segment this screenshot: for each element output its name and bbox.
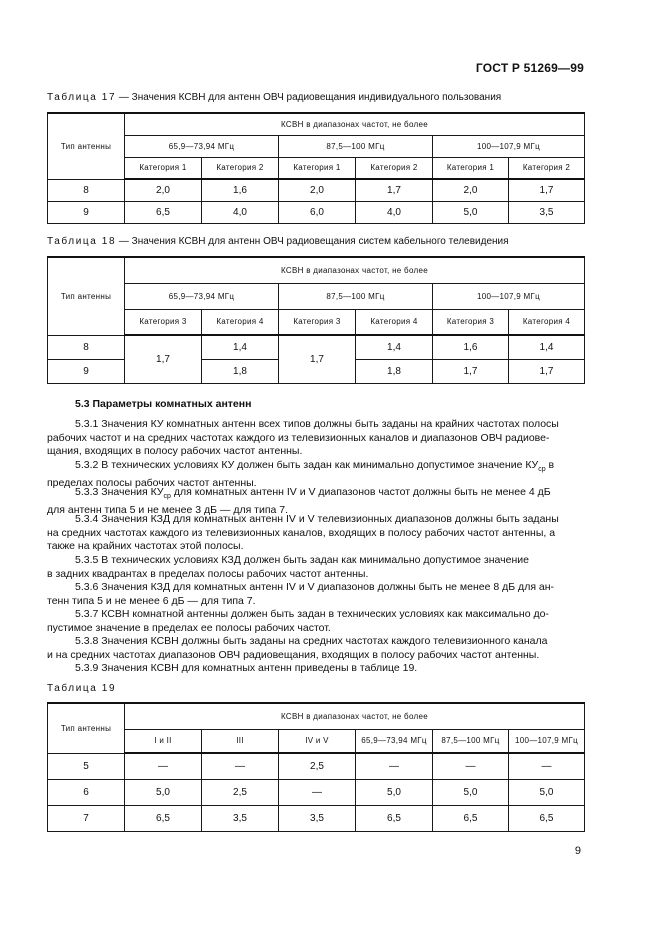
table17-band: 65,9—73,94 МГц	[125, 135, 279, 157]
table-cell: 6,0	[279, 201, 356, 223]
table19-label: Таблица 19	[47, 683, 117, 694]
text-line: 5.3.7 КСВН комнатной антенны должен быть задан в технических условиях как максимально до-	[75, 608, 549, 620]
table-cell: —	[279, 779, 356, 805]
table18-cat: Категория 3	[433, 309, 509, 335]
table19-type-cell: 6	[48, 779, 125, 805]
table-cell: —	[202, 753, 279, 779]
table19	[47, 702, 585, 832]
table-cell: 6,5	[125, 805, 202, 831]
table-cell: 5,0	[356, 779, 433, 805]
table-row	[48, 335, 585, 359]
table19-group-header: КСВН в диапазонах частот, не более	[125, 703, 585, 729]
table-cell: 6,5	[433, 805, 509, 831]
table18-caption-text: — Значения КСВН для антенн ОВЧ радиовещания систем кабельного телевидения	[118, 236, 509, 247]
table18-band: 65,9—73,94 МГц	[125, 283, 279, 309]
table-cell: 1,7	[356, 179, 433, 201]
table-cell: 6,5	[356, 805, 433, 831]
table-cell: 2,5	[279, 753, 356, 779]
text-line: 5.3.6 Значения КЗД для комнатных антенн IV и V диапазонов должны быть не менее 8 дБ для ан-	[75, 581, 555, 593]
table-cell: 1,4	[356, 335, 433, 359]
table19-col-header: 65,9—73,94 МГц	[356, 729, 433, 753]
table-row	[48, 201, 585, 223]
paragraph-5-3-1	[47, 418, 584, 459]
table-cell: 1,8	[356, 359, 433, 383]
table18-merged-cell: 1,7	[279, 335, 356, 383]
table18-band: 100—107,9 МГц	[433, 283, 585, 309]
text-line: на средних частотах каждого из телевизионных каналов, входящих в полосу рабочих частот антенны, а	[47, 526, 556, 539]
table-cell: 4,0	[356, 201, 433, 223]
text-line: щания, входящих в полосу рабочих частот антенны.	[47, 445, 303, 458]
table19-col-header: III	[202, 729, 279, 753]
table-row	[48, 805, 585, 831]
table-cell: 2,5	[202, 779, 279, 805]
text-line: в задних квадрантах в пределах полосы рабочих частот антенны.	[47, 567, 369, 580]
text-run: 5.3.2 В технических условиях КУ должен быть задан как минимально допустимое значение КУ	[75, 459, 539, 471]
table17-caption	[47, 92, 501, 103]
table-cell: 5,0	[433, 779, 509, 805]
text-line: тенн типа 5 и не менее 6 дБ — для типа 7.	[47, 594, 256, 607]
table19-type-cell: 5	[48, 753, 125, 779]
table18-type-cell: 9	[48, 359, 125, 383]
table19-type-cell: 7	[48, 805, 125, 831]
text-run: в	[545, 459, 555, 471]
text-run: 5.3.3 Значения КУ	[75, 486, 164, 498]
table-cell: 1,6	[433, 335, 509, 359]
table17-cat: Категория 1	[279, 157, 356, 179]
table-row	[48, 753, 585, 779]
text-line: 5.3.8 Значения КСВН должны быть заданы на средних частотах каждого телевизионного канала	[75, 635, 548, 647]
table18-merged-cell: 1,7	[125, 335, 202, 383]
table19-col-header: I и II	[125, 729, 202, 753]
text-line: 5.3.5 В технических условиях КЗД должен быть задан как минимально допустимое значение	[75, 554, 529, 566]
table-row	[48, 779, 585, 805]
section-title: 5.3 Параметры комнатных антенн	[75, 398, 252, 410]
subscript: ср	[163, 493, 171, 501]
table17-cat: Категория 1	[433, 157, 509, 179]
text-line: пустимое значение в пределах ее полосы рабочих частот.	[47, 621, 331, 634]
table-cell: 2,0	[125, 179, 202, 201]
table-cell: 1,4	[509, 335, 585, 359]
table17-caption-text: — Значения КСВН для антенн ОВЧ радиовещания индивидуального пользования	[118, 92, 502, 103]
table-cell: —	[433, 753, 509, 779]
table-cell: 4,0	[202, 201, 279, 223]
table18-cat: Категория 4	[202, 309, 279, 335]
paragraph-5-3-5	[47, 554, 584, 581]
table-cell: 1,4	[202, 335, 279, 359]
paragraph-5-3-6	[47, 581, 584, 608]
text-line: 5.3.1 Значения КУ комнатных антенн всех типов должны быть заданы на крайних частотах полосы	[75, 418, 559, 430]
table-cell: 1,8	[202, 359, 279, 383]
table-cell: 5,0	[433, 201, 509, 223]
table17-band: 100—107,9 МГц	[433, 135, 585, 157]
table-cell: 5,0	[509, 779, 585, 805]
table17-cat: Категория 1	[125, 157, 202, 179]
table-cell: 2,0	[279, 179, 356, 201]
text-line: 5.3.9 Значения КСВН для комнатных антенн приведены в таблице 19.	[75, 662, 418, 674]
text-line: 5.3.4 Значения КЗД для комнатных антенн IV и V телевизионных диапазонов должны быть заданы	[75, 513, 559, 525]
paragraph-5-3-7	[47, 608, 584, 635]
table17-type-cell: 9	[48, 201, 125, 223]
table17-cat: Категория 2	[356, 157, 433, 179]
table17-label: Таблица 17	[47, 92, 117, 103]
table17-cat: Категория 2	[509, 157, 585, 179]
text-line: для антенн типа 5 и не менее 3 дБ — для типа 7.	[47, 503, 289, 516]
table18-band: 87,5—100 МГц	[279, 283, 433, 309]
table-cell: 6,5	[125, 201, 202, 223]
paragraph-5-3-9	[47, 662, 584, 676]
table17-col-type: Тип антенны	[48, 113, 125, 179]
table18-cat: Категория 4	[509, 309, 585, 335]
document-id-header: ГОСТ Р 51269—99	[475, 61, 584, 75]
table18-col-type: Тип антенны	[48, 257, 125, 335]
table17	[47, 112, 585, 224]
text-line: пределах полосы рабочих частот антенны.	[47, 476, 257, 489]
paragraph-5-3-8	[47, 635, 584, 662]
table-cell: —	[356, 753, 433, 779]
table17-type-cell: 8	[48, 179, 125, 201]
table18-cat: Категория 4	[356, 309, 433, 335]
table18-cat: Категория 3	[279, 309, 356, 335]
text-run: для комнатных антенн IV и V диапазонов частот должны быть не менее 4 дБ	[170, 486, 551, 498]
text-line: и на средних частотах диапазонов ОВЧ радиовещания, входящих в полосу рабочих частот антенны.	[47, 648, 540, 661]
subscript: ср	[538, 466, 546, 474]
table18-cat: Категория 3	[125, 309, 202, 335]
table18-caption	[47, 236, 509, 247]
table19-col-type: Тип антенны	[48, 703, 125, 753]
table-cell: —	[125, 753, 202, 779]
table-cell: —	[509, 753, 585, 779]
text-line	[47, 459, 584, 477]
table-cell: 1,7	[509, 359, 585, 383]
table19-caption	[47, 683, 116, 694]
table18-type-cell: 8	[48, 335, 125, 359]
table19-col-header: 87,5—100 МГц	[433, 729, 509, 753]
text-line: также на крайних частотах этой полосы.	[47, 540, 244, 553]
table-cell: 3,5	[509, 201, 585, 223]
table-cell: 3,5	[279, 805, 356, 831]
table18-group-header: КСВН в диапазонах частот, не более	[125, 257, 585, 283]
table-cell: 6,5	[509, 805, 585, 831]
table17-cat: Категория 2	[202, 157, 279, 179]
table18-label: Таблица 18	[47, 236, 117, 247]
table-cell: 5,0	[125, 779, 202, 805]
table-cell: 1,7	[433, 359, 509, 383]
table-row	[48, 179, 585, 201]
page-number: 9	[574, 845, 581, 857]
table19-col-header: 100—107,9 МГц	[509, 729, 585, 753]
paragraph-5-3-4	[47, 513, 584, 554]
table-cell: 1,7	[509, 179, 585, 201]
table-cell: 3,5	[202, 805, 279, 831]
table17-group-header: КСВН в диапазонах частот, не более	[125, 113, 585, 135]
table17-band: 87,5—100 МГц	[279, 135, 433, 157]
table-cell: 1,6	[202, 179, 279, 201]
text-line: рабочих частот и на средних частотах каждого из телевизионных каналов и диапазонов ОВЧ радиове-	[47, 431, 550, 444]
table18	[47, 256, 585, 384]
table19-col-header: IV и V	[279, 729, 356, 753]
text-line	[47, 486, 584, 504]
table-cell: 2,0	[433, 179, 509, 201]
